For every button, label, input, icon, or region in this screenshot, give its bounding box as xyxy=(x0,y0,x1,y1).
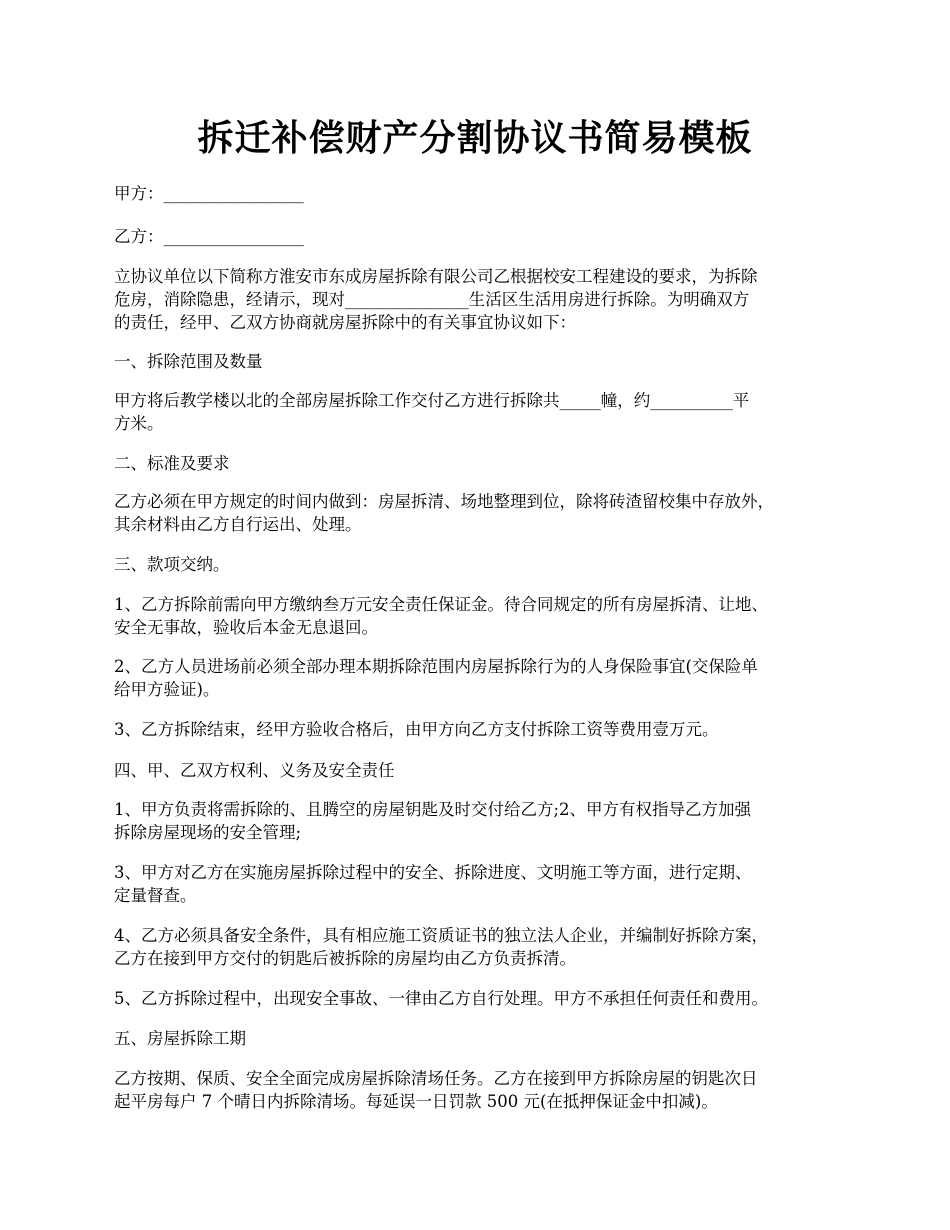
section-5-heading: 五、房屋拆除工期 xyxy=(114,1029,246,1048)
section-4-item-1-line-2: 拆除房屋现场的安全管理; xyxy=(114,823,302,842)
party-b-line: 乙方：_________________ xyxy=(114,227,304,246)
section-5-line-2: 起平房每户 7 个晴日内拆除清场。每延误一日罚款 500 元(在抵押保证金中扣减)。 xyxy=(114,1092,718,1111)
party-a-line: 甲方：_________________ xyxy=(114,184,304,203)
section-3-item-3: 3、乙方拆除结束，经甲方验收合格后，由甲方向乙方支付拆除工资等费用壹万元。 xyxy=(114,720,719,739)
section-2-line-2: 其余材料由乙方自行运出、处理。 xyxy=(114,515,362,534)
section-3-heading: 三、款项交纳。 xyxy=(114,555,230,574)
section-4-item-4-line-1: 4、乙方必须具备安全条件，具有相应施工资质证书的独立法人企业，并编制好拆除方案， xyxy=(114,926,768,945)
intro-line-3: 的责任，经甲、乙双方协商就房屋拆除中的有关事宜协议如下： xyxy=(114,313,576,332)
section-3-item-1-line-1: 1、乙方拆除前需向甲方缴纳叁万元安全责任保证金。待合同规定的所有房屋拆清、让地、 xyxy=(114,595,768,614)
section-3-item-2-line-1: 2、乙方人员进场前必须全部办理本期拆除范围内房屋拆除行为的人身保险事宜(交保险单 xyxy=(114,657,758,676)
section-2-heading: 二、标准及要求 xyxy=(114,454,230,473)
section-3-item-2-line-2: 给甲方验证)。 xyxy=(114,680,220,699)
section-4-item-1-line-1: 1、甲方负责将需拆除的、且腾空的房屋钥匙及时交付给乙方;2、甲方有权指导乙方加强 xyxy=(114,800,752,819)
intro-line-1: 立协议单位以下简称方淮安市东成房屋拆除有限公司乙根据校安工程建设的要求，为拆除 xyxy=(114,267,758,286)
intro-line-2: 危房，消除隐患，经请示，现对_______________生活区生活用房进行拆除。为明确双方 xyxy=(114,290,750,309)
section-2-line-1: 乙方必须在甲方规定的时间内做到：房屋拆清、场地整理到位，除将砖渣留校集中存放外， xyxy=(114,492,774,511)
section-3-item-1-line-2: 安全无事故，验收后本金无息退回。 xyxy=(114,618,378,637)
section-1-line-2: 方米。 xyxy=(114,414,164,433)
section-4-item-4-line-2: 乙方在接到甲方交付的钥匙后被拆除的房屋均由乙方负责拆清。 xyxy=(114,949,576,968)
section-4-item-5: 5、乙方拆除过程中，出现安全事故、一律由乙方自行处理。甲方不承担任何责任和费用。 xyxy=(114,989,768,1008)
section-5-line-1: 乙方按期、保质、安全全面完成房屋拆除清场任务。乙方在接到甲方拆除房屋的钥匙次日 xyxy=(114,1069,758,1088)
section-1-line-1: 甲方将后教学楼以北的全部房屋拆除工作交付乙方进行拆除共_____幢，约__________平 xyxy=(114,391,750,410)
section-4-item-3-line-1: 3、甲方对乙方在实施房屋拆除过程中的安全、拆除进度、文明施工等方面，进行定期、 xyxy=(114,863,752,882)
section-4-item-3-line-2: 定量督查。 xyxy=(114,886,197,905)
section-4-heading: 四、甲、乙双方权利、义务及安全责任 xyxy=(114,761,395,780)
document-title: 拆迁补偿财产分割协议书简易模板 xyxy=(197,118,753,159)
section-1-heading: 一、拆除范围及数量 xyxy=(114,352,263,371)
